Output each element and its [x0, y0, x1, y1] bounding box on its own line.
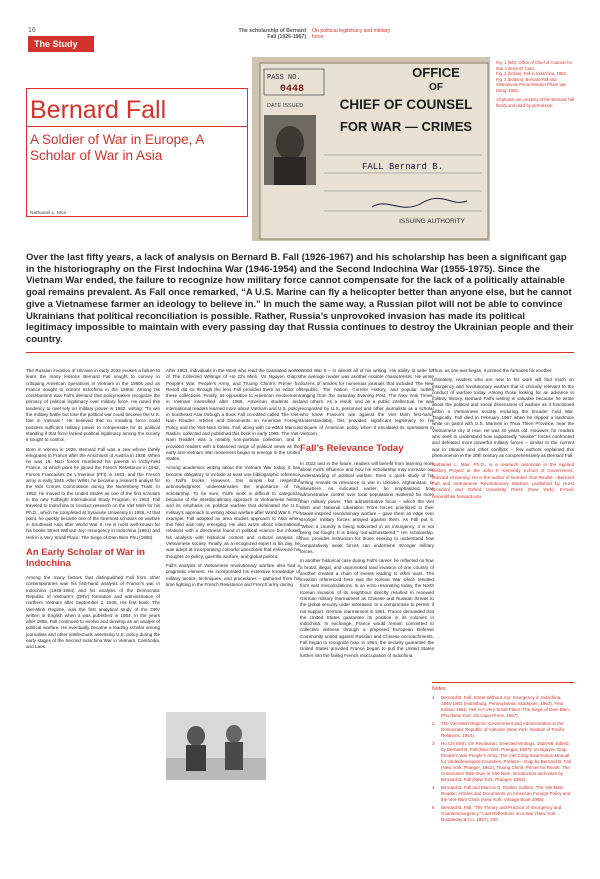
column-3 [300, 368, 434, 662]
lead-paragraph: Over the last fifty years, a lack of analysis on Bernard B. Fall (1926-1967) and his scholarship has been a significant gap in the historiography on the First Indochina War (1946-1954) and the Second Indochina War (1955-1975). Since the Vietnam War ended, the failure to recognize how military force cannot compensate for the lack of a politically attainable goal remains prevalent. As Fall once remarked, “A U.S. Marine can fly a helicopter better than anyone else, but he cannot give a Vietnamese farmer an ideology to believe in.” In much the same way, a Russian pilot will not be able to convince Ukrainians that political reconciliation is possible. Rather, Russia’s unprovoked invasion has made its political legitimacy impossible to maintain with every passing day that Russia continues to destroy the Ukrainian people and their country. [26, 252, 574, 345]
note-item [432, 785, 574, 803]
note-text: Ho Chi Minh, On Revolution: Selected Writings, 1920-66. Edited by Bernard B. Fall (New York: Praeger, 1967); Vo Nguyen Giap, People’s War People’s Army: The Viet Cong Insurrection Manual for Underdeveloped Countries. Preface – Giap by Bernard B. Fall. (New York: Praeger, 1962); Truong Chinh, Primer for Revolt: The Communist Take-Over in Viet-Nam, introduction and notes by Bernard B. Fall (New York: Praeger, 1963). [441, 741, 573, 782]
lead-divider [26, 352, 574, 353]
paragraph: The Russian invasion of Ukraine in early 2022 evokes a failure to learn the many lessons Bernard Fall sought to convey in critiquing American operations in Vietnam in the 1960s and as France sought to control Indochina in the 1950s. Among his contributions was Fall’s demand that policymakers recognize the primacy of political legitimacy over military force. He noted this tendency to over-rely on military power in 1962, writing: “To win the military battle but lose the political war could become the U.S. fate in Vietnam.” He believed that no invading force could possess sufficient military power to compensate for its political standing if that force lacked political legitimacy among the society it sought to control. [26, 368, 160, 443]
section-heading: An Early Scholar of War in Indochina [26, 547, 145, 569]
section-heading: Fall’s Relevance Today [300, 443, 404, 455]
note-text: Bernard B. Fall, “The Theory and Practice of Insurgency and Counterinsurgency,” Last Reflections on a War (New York: Doubleday & Co. 1967), 220. [441, 805, 562, 822]
note-number: 3 [432, 741, 435, 746]
page-number: 16 [28, 27, 36, 34]
for-war-crimes: FOR WAR — CRIMES [339, 119, 473, 134]
notes-list [432, 695, 574, 825]
note-number: 1 [432, 695, 435, 700]
paragraph: Among academics writing about the Vietnam War today, it has become obligatory to include at least one bibliographic reference to Fall’s books. However, this simple but respectful acknowledgment underestimates the importance of his scholarship. To be sure, Fall’s work is difficult to categorize because of the interdisciplinary approach to Vietnamese history and its emphasis on political warfare that dominated the U.S. military’s approach to writing about warfare after World War II. For example, Fall adopted an area studies approach to Asia when this field was only emerging. He also wrote about international relations with a directness found in political science but infused his analysis with historical context and cultural analysis of Vietnamese society. Finally, as a recognized expert in his day, he was adept at incorporating colourful anecdotes that enlivened his thoughts on policy, guerrilla warfare, and global politics. [166, 465, 300, 559]
note-number: 5 [432, 805, 435, 810]
paragraph: World War II – in almost all of his writing. His ability to write for the average reader was another notable characteristic. He wrote dozens of articles for numerous journals that included The New Republic, The Nation, Current History, and popular outlets ranging from the Saturday Evening Post, The New York Times, and others. As a result, and as a public intellectual, he was recognized by U.S. personnel and other journalists as a scholar who knew France’s war against the Viet Minh first-hand. Understandably, this provided significant legitimacy to his critiques of American policy when it escalated its operations in Vietnam. [300, 368, 434, 436]
of-word: OF [429, 82, 443, 93]
note-number: 2 [432, 721, 435, 726]
note-number: 4 [432, 785, 435, 790]
section-label: The Study [28, 36, 94, 52]
note-item [432, 741, 574, 783]
id-card-illustration [252, 57, 490, 241]
paragraph: Born in Vienna in 1926, Bernard Fall was a Jew whose family emigrated to France after the Anschluss of Austria in 1938. When he was 16, Nazi forces murdered his parents in Vichy-held France, at which point he joined the French Resistance in 1942, Forces Francaises De L’Interieur (FFI) in 1943, and the French army in early 1945. After WWII, he became a research analyst for the War Crimes Commission during the Nuremberg Trials. In 1952, he moved to the United States as one of the first scholars in the new Fulbright International Study Program. In 1953, Fall traveled to Indochina to conduct research on the Viet Minh for his Ph.D., which he completed at Syracuse University in 1955. At that point, he quickly became one of the foremost scholars on warfare in Southeast Asia after World War II. He is most well-known for his books Street Without Joy: Insurgency in Indochina (1961) and Hell in a Very Small Place: The Siege of Dien Bien Phu (1966). [26, 446, 160, 540]
caption-2: Fig. 2 (below): Fall in Indochina, 1953. [496, 71, 567, 76]
article-title: Bernard Fall [30, 96, 167, 124]
note-item [432, 805, 574, 823]
paragraph: Among the many factors that distinguished Fall from other contemporaries was his first-hand analysis of France’s war in Indochina (1945-1954) and his analysis of the Democratic Republic of Vietnam’s (DRV) formation and administration of northern Vietnam after September 2, 1945. His first book, The Viet-Minh Regime, was the first analytical study of the DRV written in English when it was published in 1954. In the years after 1955, Fall continued to evolve and develop as an analyst of political warfare. He eventually became a leading scholar among journalists and other intellectuals assessing U.S. policy during the early stages of the Second Indochina War in Vietnam, Cambodia, and Laos. [26, 575, 160, 650]
issuing-authority: ISSUING AUTHORITY [399, 218, 465, 225]
notes-divider [432, 682, 574, 683]
title-divider [26, 126, 248, 127]
byline: Nathaniel L. Moir [30, 211, 67, 216]
fall-photo [166, 712, 266, 780]
paragraph: Ultimately, readers who are new to his work will find much on insurgency and revolutionary warfare that is critically relevant to the conduct of warfare today. Among those looking for an advance in military history, Bernard Fall’s writing is valuable because he wrote about the political and social dimensions of warfare as it functioned within a Vietnamese society enduring the broader Cold War. Tragically, Fall died in February 1967 when he tripped a landmine while on patrol with U.S. Marines in Thua Thien Province, near the Vietnamese city of Hue. He was 40 years old. However, for readers who seek to understand how supposedly “weaker” forces confronted and defeated more powerful military forces – similar to the current war in Ukraine and other conflicts – few authors explained this phenomenon in the 20th century as comprehensively as Bernard Fall. [432, 377, 574, 458]
chief-of-counsel: CHIEF OF COUNSEL [339, 97, 473, 112]
article-subtitle: A Soldier of War in Europe, A Scholar of War in Asia [30, 132, 204, 163]
note-item [432, 721, 574, 739]
note-item [432, 695, 574, 719]
office-word: OFFICE [412, 65, 460, 80]
notes-heading: Notes [432, 686, 446, 692]
caption-1: Fig. 1 (left): Office of Chief of Counsel for War Crimes ID Card. [496, 60, 573, 71]
note-text: Bernard B. Fall and Marcus G. Raskin, Editors, The Viet-Nam Reader: Articles and Documents on American Foreign Policy and the Viet-Nam Crisis (New York: Vintage Book 1965). [441, 785, 571, 802]
author-bio: Nathaniel L. Moir, Ph.D., is a research associate in the Applied History Project at the John F. Kennedy School of Government, Harvard University. He is the author of Number One Realist – Bernard Fall and Vietnamese Revolutionary Warfare, published by Hurst (London) and Oxford University Press (New York). E-mail: nmoir@hks.harvard.edu [432, 462, 574, 499]
date-issued-label: DATE ISSUED [267, 103, 304, 109]
paragraph: In 2022 and in the future, readers will benefit from learning more about Fall’s influence and how his scholarship may increase our understanding of political warfare. Even a quick study of his writing reveals its relevance to war in Ukraine, Afghanistan, or elsewhere. As indicated earlier, he emphasized how administrative control over local populations mattered far more than military power. This administrative focus – which the Viet Minh and National Liberation Front forces prioritized in their Maoist-inspired revolutionary warfare – gave them an edge over stronger military forces arrayed against them. As Fall put it, “When a country is being subverted in an insurgency, it is not being out-fought. It is being ‘out-administered.’” His scholarship, thus, provides instruction for those seeking to understand how comparatively weak forces can undermine stronger military forces. [300, 460, 434, 554]
column-4 [432, 368, 574, 500]
series-title: The scholarship of Bernard Fall (1926-1967) [238, 28, 306, 40]
note-text: Bernard B. Fall, Street Without Joy: Insurgency in Indochina, 1946-1963 (Harrisburg, Pennsylvania: Stackpole, 1963), First Edition 1961; Hell in A Very Small Place: The Siege of Dien Bien Phu (New York: Da Capo Press, 1967). [441, 695, 569, 718]
series-topic: On political legitimacy and military force [312, 28, 391, 40]
pass-number: 0448 [280, 84, 305, 95]
id-card-photo [252, 57, 490, 241]
paragraph: Thus, as one war began, it primed the furnaces for another. [432, 368, 553, 373]
pass-no-label: PASS NO. [267, 74, 301, 82]
paragraph: In another historical case during Fall’s career, he reflected on how a brutal, illegal, and unprovoked land invasion of one country of another created a chain of events leading to other wars. The invasion referenced here was the Korean War which resulted from vast miscalculations. In an echo resonating today, the North Korean invasion of its neighbour directly resulted in renewed German military rearmament as Chinese and Russian threats to the global security order increased. In a compromise to permit, if not support, German rearmament in 1951, France demanded that the United States guarantee its position in its colonies in Indochina. In exchange, France would remain committed to collective defense through a proposed European Defense Community united against Russian and Chinese encroachments. Fall began to recognize how, in 1954, the security guarantee the United States provided France began to pull the United States further into the failing French reoccupation of Indochina. [300, 558, 434, 658]
caption-3: Fig. 3 (bottom): Bernard Fall and Vietnamese Prime Minister Pham Van Dong, 1962. [496, 76, 567, 93]
photo-captions [496, 60, 576, 108]
caption-credit: All photos are courtesy of the Bernard Fall family and used by permission. [496, 97, 575, 108]
column-2 [166, 368, 300, 591]
paragraph: After 1963, individuals in the West who read the translated works of The Collected Writings of Ho Chi Minh, Vo Nguyen Giap’s People’s War, People’s Army, and Truong Chinh’s Primer for Revolt did so through the lens Fall provided them as editor of these collections. Finally, as opposition to American involvement in Vietnam intensified after 1965, American students and international readers learned more about Vietnam and U.S. policy in Southeast Asia through a book Fall co-edited called The Viet-Nam Reader: Articles and Documents on American Foreign Policy and the Viet-Nam Crisis. Fall, along with co-editor Marcus Raskin, collected and published this book in early 1965. The Viet-Nam Reader was a notably non-partisan collection, and it provided readers with a balanced range of political views as the early anti-Vietnam War movement began to emerge in the United States. [166, 368, 300, 462]
column-1 [26, 368, 160, 654]
paragraph: Fall’s analysis of Vietnamese revolutionary warfare also had a pragmatic element. He incorporated his extensive knowledge of military tactics, techniques, and procedures – gathered from his time fighting in the French Resistance and French army during [166, 562, 300, 587]
name-entry: FALL Bernard B. [362, 162, 444, 172]
note-text: The Viet-Minh Regime: Government and Administration in the Democratic Republic of Vietnam (New York: Institute of Pacific Relations, 1954). [441, 721, 565, 738]
